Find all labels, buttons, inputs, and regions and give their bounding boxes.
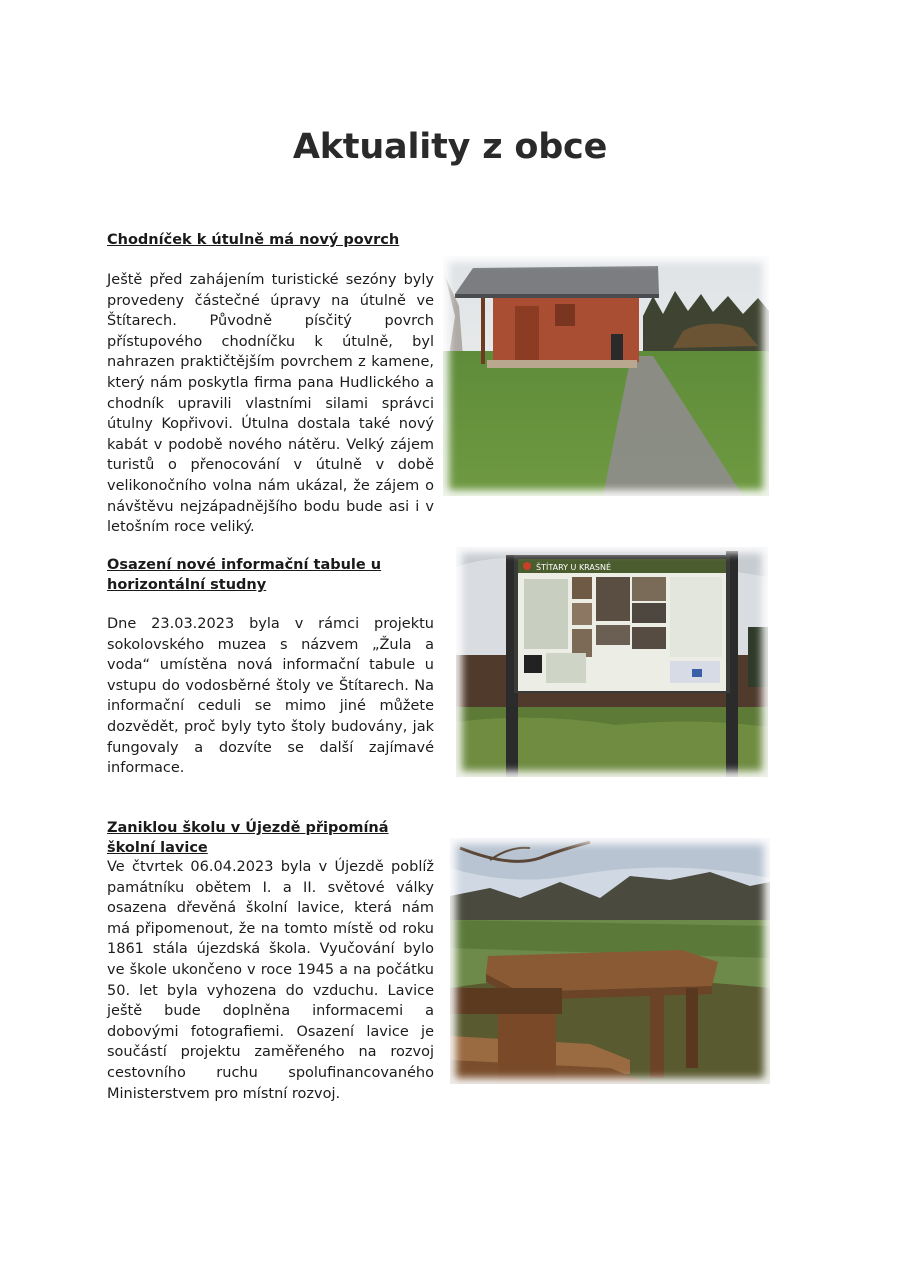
info-board-photo [456,547,768,777]
info-board-photo-icon [456,547,768,777]
section-heading-bench: Zaniklou školu v Újezdě připomíná školní lavice [107,820,389,856]
section-body-bench: Ve čtvrtek 06.04.2023 byla v Újezdě poblíž památníku obětem I. a II. světové války osazena dřevěná školní lavice, která nám má připomenout, že na tomto místě od roku 1861 stála újezdská škola. Vyučování bylo ve škole ukončeno v roce 1945 a na počátku 50. let byla vyhozena do vzduchu. Lavice ještě bude doplněna informacemi a dobovými fotografiemi. Osazení lavice je součástí projektu zaměřeného na rozvoj cestovního ruchu spolufinancovaného Ministerstvem pro místní rozvoj. [107,859,434,1102]
board-title-text: ŠTÍTARY U KRASNÉ [536,563,612,572]
section-heading-path: Chodníček k útulně má nový povrch [107,232,400,248]
cabin-photo-icon [443,256,769,496]
school-bench-photo-icon [450,838,770,1084]
school-bench-photo [450,838,770,1084]
section-body-board: Dne 23.03.2023 byla v rámci projektu sokolovského muzea s názvem „Žula a voda“ umístěna nová informační tabule u vstupu do vodosběrné štoly ve Štítarech. Na informační ceduli se mimo jiné můžete dozvědět, proč byly tyto štoly budovány, jak fungovaly a dozvíte se další zajímavé informace. [107,616,434,777]
section-body-path: Ještě před zahájením turistické sezóny byly provedeny částečné úpravy na útulně ve Štítarech. Původně písčitý povrch přístupového chodníčku k útulně, byl nahrazen praktičtějším povrchem z kamene, který nám poskytla firma pana Hudlického a chodník upravili vlastními silami správci útulny Kopřivovi. Útulna dostala také nový kabát v podobě nového nátěru. Velký zájem turistů o přenocování v útulně v době velikonočního volna nám ukázal, že zájem o návštěvu nejzápadnějšího bodu bude asi i v letošním roce veliký. [107,272,434,536]
cabin-photo [443,256,769,496]
section-heading-board: Osazení nové informační tabule u horizontální studny [107,557,382,593]
page-title: Aktuality z obce [292,127,608,167]
